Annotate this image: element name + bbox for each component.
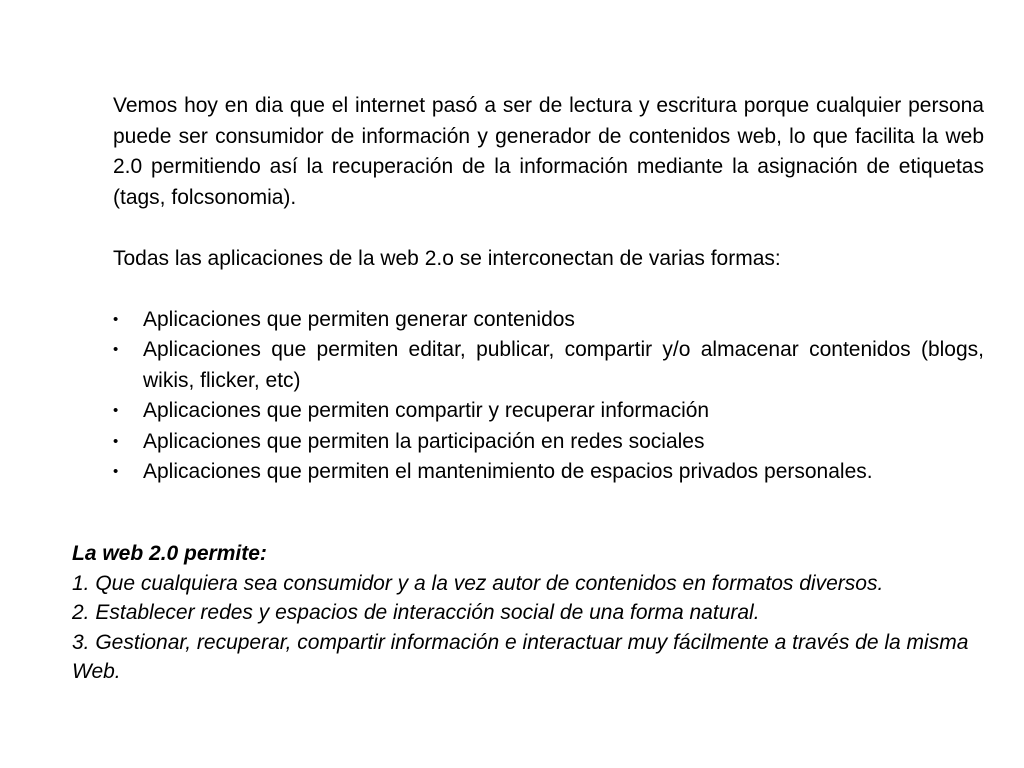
bullet-icon: •: [113, 341, 119, 358]
list-item: [113, 457, 984, 488]
bullet-icon: •: [113, 310, 119, 328]
list-item-text: Aplicaciones que permiten compartir y recuperar información: [143, 399, 710, 422]
permite-item-1: 1. Que cualquiera sea consumidor y a la vez autor de contenidos en formatos diversos.: [72, 571, 884, 595]
list-item-text: Aplicaciones que permiten la participación en redes sociales: [143, 429, 705, 453]
bullet-icon: •: [113, 432, 119, 450]
permite-title: La web 2.0 permite:: [72, 542, 267, 565]
apps-intro-paragraph: Todas las aplicaciones de la web 2.o se interconectan de varias formas:: [113, 246, 781, 270]
list-item: [113, 305, 984, 336]
top-text-block: [113, 91, 984, 488]
list-item-text: Aplicaciones que permiten el mantenimiento de espacios privados personales.: [143, 460, 873, 483]
paragraph-spacer: [113, 213, 984, 244]
list-item-text: Aplicaciones que permiten generar contenidos: [143, 307, 575, 331]
list-item: [113, 335, 984, 396]
bullet-icon: •: [113, 402, 119, 419]
list-item-text: Aplicaciones que permiten editar, publicar, compartir y/o almacenar contenidos (blogs, wikis, flicker, etc): [143, 338, 984, 392]
intro-paragraph: Vemos hoy en dia que el internet pasó a ser de lectura y escritura porque cualquier persona puede ser consumidor de información y generador de contenidos web, lo que facilita la web 2.0 permitiendo así la recuperación de la información mediante la asignación de etiquetas (tags, folcsonomia).: [113, 94, 984, 209]
permite-block: [72, 539, 984, 687]
permite-item-3: 3. Gestionar, recuperar, compartir información e interactuar muy fácilmente a través de la misma Web.: [72, 630, 969, 683]
paragraph-spacer: [113, 274, 984, 305]
list-item: [113, 427, 984, 458]
bullet-icon: •: [113, 463, 119, 480]
list-item: [113, 396, 984, 427]
applications-list: [113, 305, 984, 488]
permite-item-2: 2. Establecer redes y espacios de interacción social de una forma natural.: [72, 601, 760, 624]
